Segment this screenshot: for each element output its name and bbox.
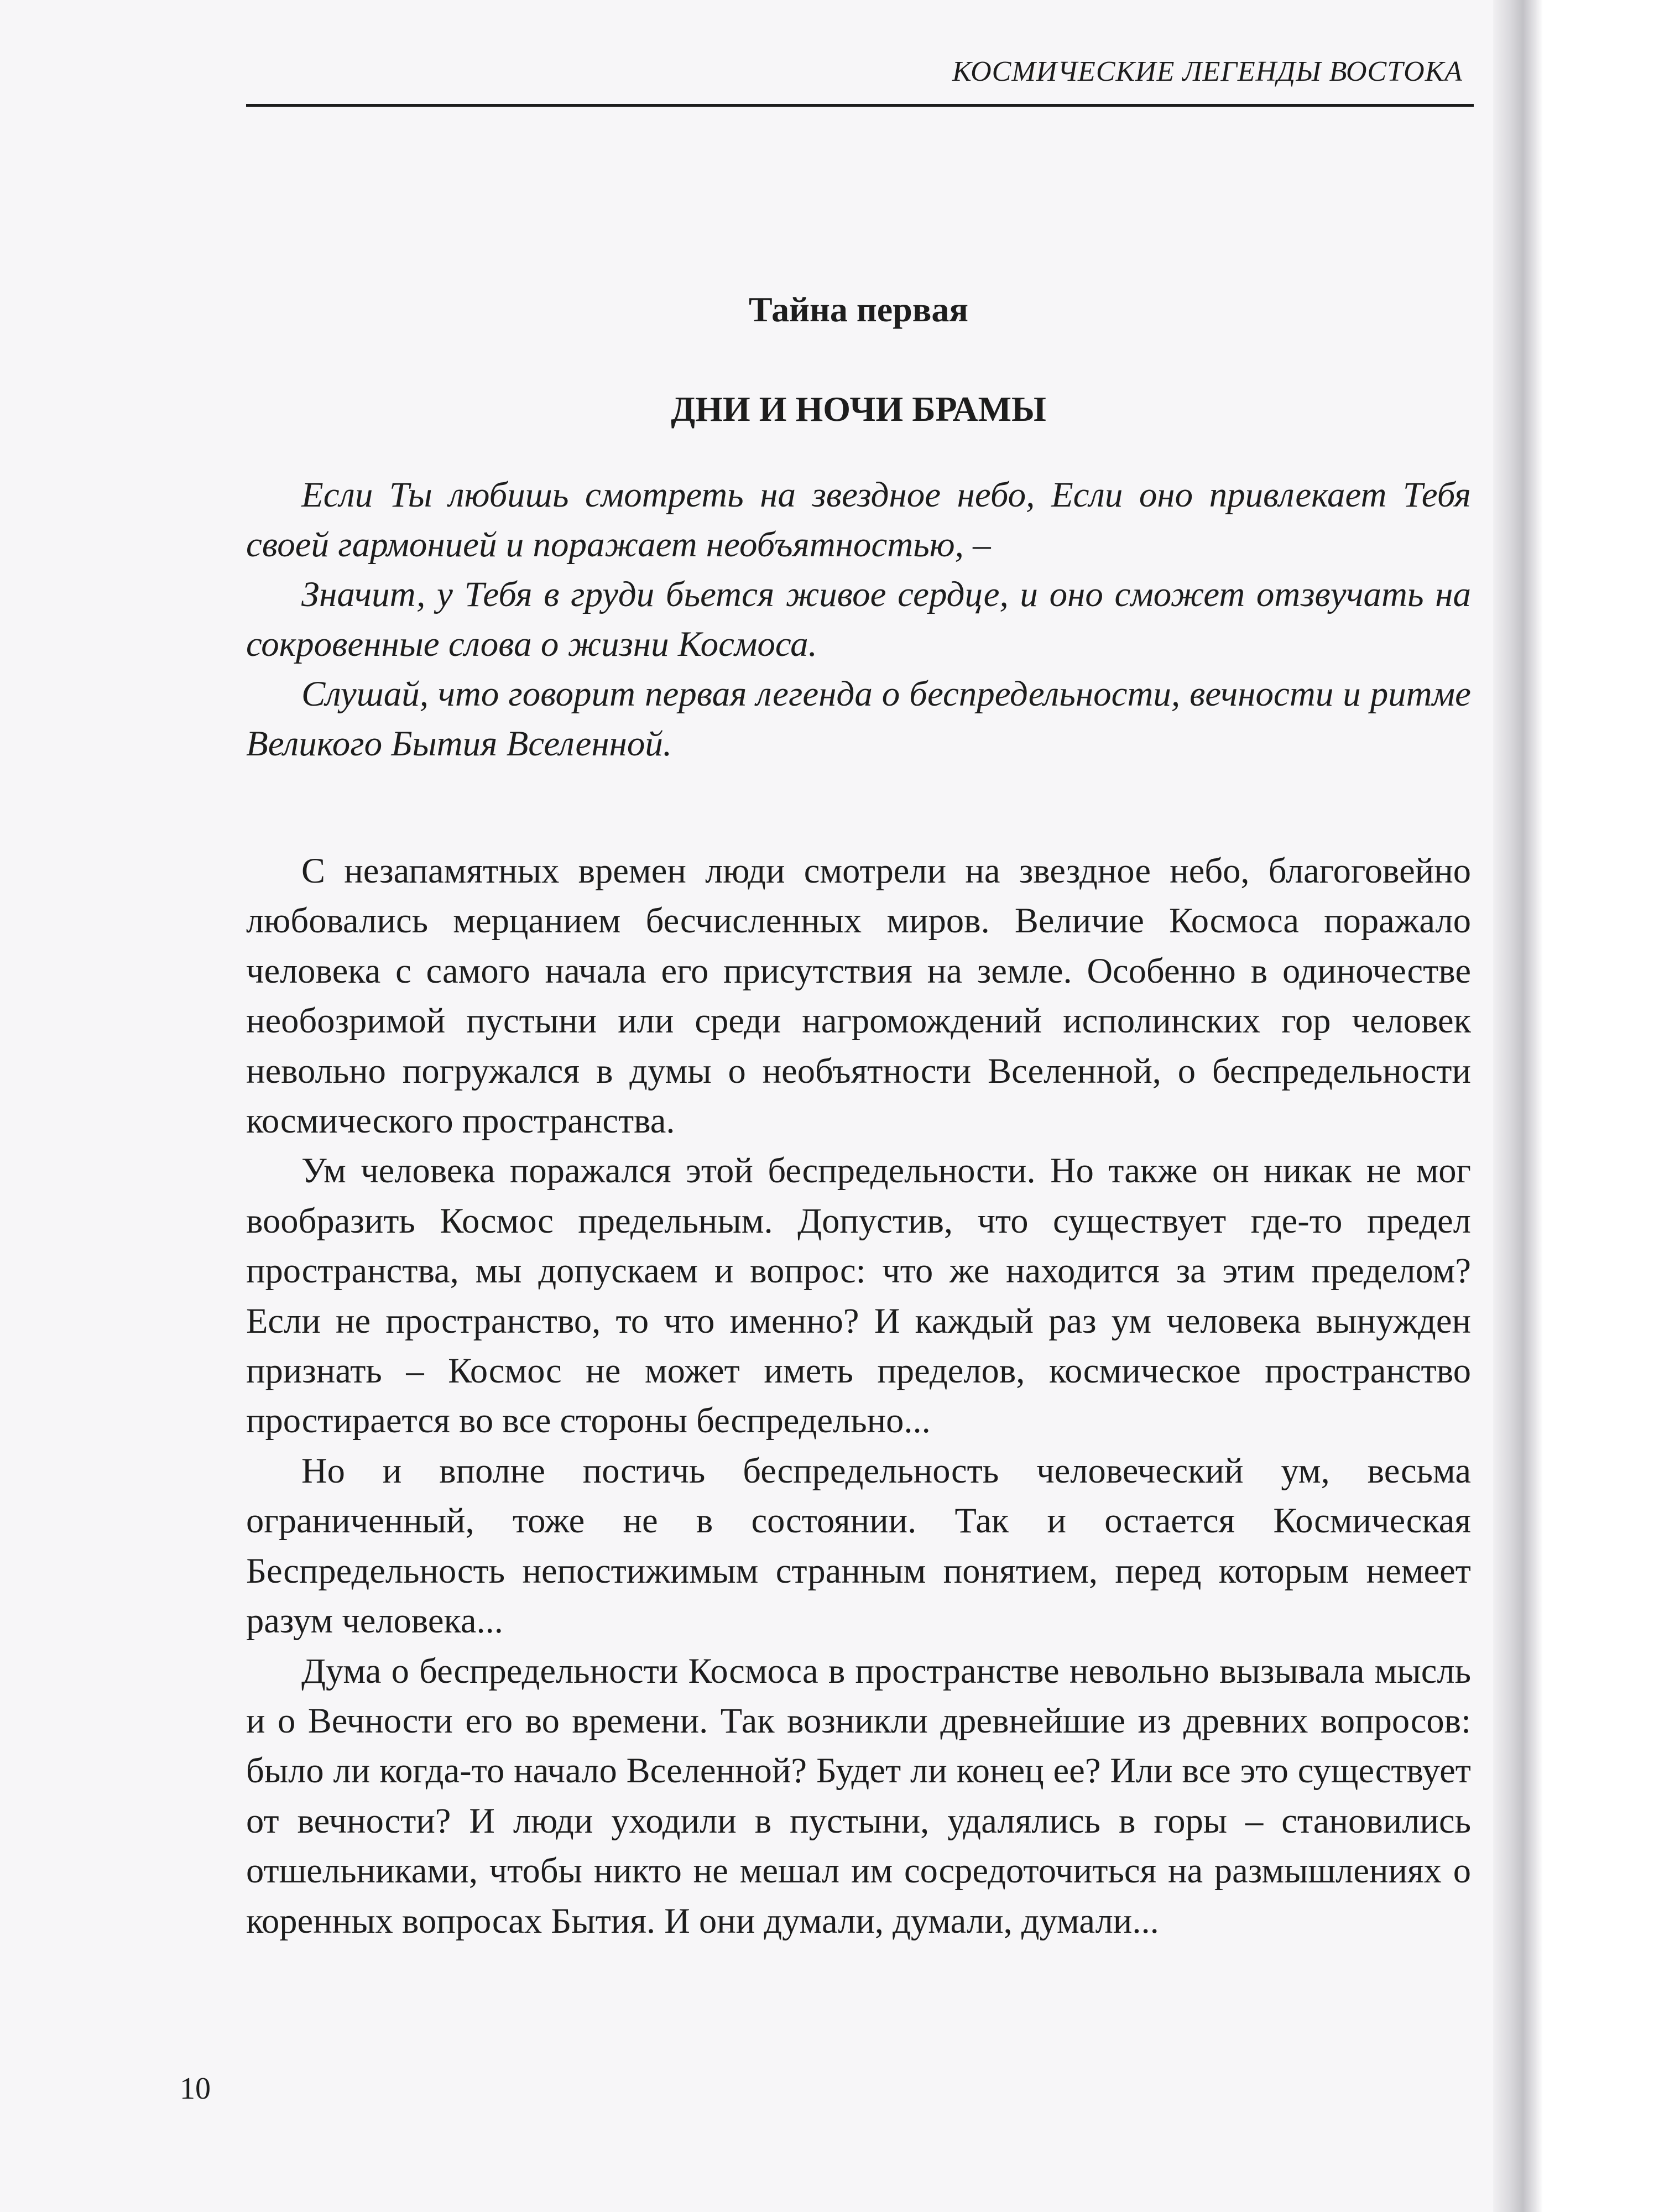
epigraph	[246, 470, 1471, 769]
epigraph-line: Значит, у Тебя в груди бьется живое сердце, и оно сможет отзвучать на сокровенные слова о жизни Космоса.	[246, 575, 1471, 664]
paragraph: Дума о беспредельности Космоса в пространстве невольно вызывала мысль и о Вечности его во времени. Так возникли древнейшие из древних вопросов: было ли когда-то начало Вселенной? Будет ли конец ее? Или все это существует от вечности? И люди уходили в пустыни, удалялись в горы – становились отшельниками, чтобы никто не мешал им сосредоточиться на размышлениях о коренных вопросах Бытия. И они думали, думали, думали...	[246, 1651, 1471, 1940]
page-number: 10	[180, 2072, 211, 2106]
paragraph: Но и вполне постичь беспредельность человеческий ум, весьма ограниченный, тоже не в состоянии. Так и остается Космическая Беспредельность непостижимым странным понятием, перед которым немеет разум человека...	[246, 1451, 1471, 1641]
page-edge-shadow	[1493, 0, 1543, 2212]
paragraph: С незапамятных времен люди смотрели на звездное небо, благоговейно любовались мерцанием бесчисленных миров. Величие Космоса поражало человека с самого начала его присутствия на земле. Особенно в одиночестве необозримой пустыни или среди нагромождений исполинских гор человек невольно погружался в думы о необъятности Вселенной, о беспредельности космического пространства.	[246, 851, 1471, 1141]
section-title: ДНИ И НОЧИ БРАМЫ	[671, 389, 1046, 429]
paragraph: Ум человека поражался этой беспредельности. Но также он никак не мог вообразить Космос предельным. Допустив, что существует где-то предел пространства, мы допускаем и вопрос: что же находится за этим пределом? Если не пространство, то что именно? И каждый раз ум человека вынужден признать – Космос не может иметь пределов, космическое пространство простирается во все стороны беспредельно...	[246, 1151, 1471, 1441]
header-rule	[246, 104, 1474, 107]
section-label: Тайна первая	[749, 290, 968, 329]
epigraph-line: Слушай, что говорит первая легенда о беспредельности, вечности и ритме Великого Бытия Вселенной.	[246, 674, 1471, 764]
epigraph-line: Если Ты любишь смотреть на звездное небо, Если оно привлекает Тебя своей гармонией и поражает необъятностью, –	[246, 475, 1471, 565]
body-text	[246, 846, 1471, 1946]
running-head: КОСМИЧЕСКИЕ ЛЕГЕНДЫ ВОСТОКА	[952, 56, 1463, 87]
page-body	[246, 288, 1471, 1946]
